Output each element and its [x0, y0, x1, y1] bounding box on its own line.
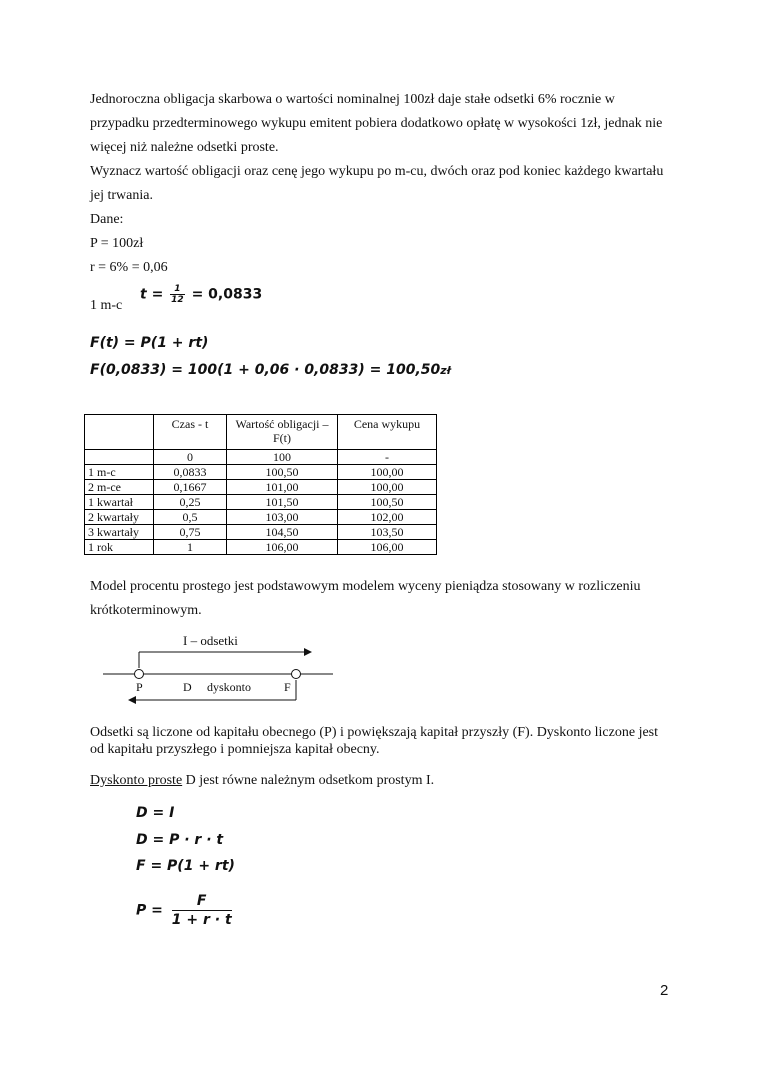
task-line-2: jej trwania.	[90, 188, 153, 203]
t-formula-rhs: = 0,0833	[186, 286, 263, 303]
eq-future-value: F = P(1 + rt)	[136, 858, 235, 874]
present-value-numerator: F	[172, 893, 232, 911]
given-heading: Dane:	[90, 212, 124, 227]
model-line-2: krótkoterminowym.	[90, 603, 202, 618]
table-header-cell: Wartość obligacji – F(t)	[227, 415, 338, 450]
table-header-cell: Cena wykupu	[338, 415, 437, 450]
table-cell: 0	[154, 450, 227, 465]
table-header-cell: Czas - t	[154, 415, 227, 450]
label-dyskonto: dyskonto	[207, 680, 252, 694]
discount-definition	[90, 773, 434, 789]
table-cell	[85, 450, 154, 465]
table-cell: 3 kwartały	[85, 525, 154, 540]
diagram-label-interest: I – odsetki	[183, 633, 238, 648]
table-cell: 2 kwartały	[85, 510, 154, 525]
eq-present-value-lhs: P =	[136, 902, 168, 919]
model-line-1: Model procentu prostego jest podstawowym modelem wyceny pieniądza stosowany w rozliczeniu	[90, 579, 641, 594]
table-row	[85, 540, 437, 555]
explanation-line-1: Odsetki są liczone od kapitału obecnego (P) i powiększają kapitał przyszły (F). Dyskonto liczone jest	[90, 725, 659, 740]
given-r: r = 6% = 0,06	[90, 260, 168, 275]
table-cell: 106,00	[338, 540, 437, 555]
simple-interest-formula: F(t) = P(1 + rt)	[90, 335, 209, 351]
value-calculation-expr: F(0,0833) = 100(1 + 0,06 · 0,0833) = 100,50	[90, 362, 441, 378]
t-formula-lhs: t =	[140, 286, 169, 303]
table-cell: 102,00	[338, 510, 437, 525]
task-line-1: Wyznacz wartość obligacji oraz cenę jego wykupu po m-cu, dwóch oraz pod koniec każdego kwartału	[90, 164, 664, 179]
table-cell: 103,50	[338, 525, 437, 540]
discount-definition-rest: D jest równe należnym odsetkom prostym I.	[182, 773, 435, 788]
value-calculation-unit: zł	[440, 364, 451, 377]
t-formula	[140, 284, 262, 305]
table-cell: 0,5	[154, 510, 227, 525]
table-cell: 100	[227, 450, 338, 465]
table-cell: 100,50	[227, 465, 338, 480]
table-cell: 104,50	[227, 525, 338, 540]
table-cell: 0,25	[154, 495, 227, 510]
table-cell: 101,50	[227, 495, 338, 510]
table-row	[85, 450, 437, 465]
problem-line-3: więcej niż należne odsetki proste.	[90, 140, 279, 155]
problem-line-2: przypadku przedterminowego wykupu emitent pobiera dodatkowo opłatę w wysokości 1zł, jednak nie	[90, 116, 663, 131]
interest-discount-diagram	[95, 628, 345, 708]
label-p: P	[136, 680, 143, 694]
value-calculation	[90, 362, 451, 378]
page-number: 2	[660, 982, 669, 999]
table-row	[85, 465, 437, 480]
t-numerator: 1	[170, 284, 185, 295]
table-row	[85, 510, 437, 525]
t-fraction	[170, 284, 185, 305]
label-d: D	[183, 680, 192, 694]
label-f: F	[284, 680, 291, 694]
table-cell: -	[338, 450, 437, 465]
t-denominator: 12	[171, 295, 184, 305]
point-p-marker	[135, 670, 144, 679]
table-cell: 1	[154, 540, 227, 555]
explanation-line-2: od kapitału przyszłego i pomniejsza kapitał obecny.	[90, 742, 380, 757]
table-header-row	[85, 415, 437, 450]
table-row	[85, 495, 437, 510]
given-month: 1 m-c	[90, 298, 123, 313]
table-cell: 100,00	[338, 480, 437, 495]
given-p: P = 100zł	[90, 236, 144, 251]
table-cell: 106,00	[227, 540, 338, 555]
table-row	[85, 525, 437, 540]
table-cell: 1 rok	[85, 540, 154, 555]
table-cell: 101,00	[227, 480, 338, 495]
table-header-cell	[85, 415, 154, 450]
eq-discount-formula: D = P · r · t	[136, 832, 224, 848]
table-cell: 1 kwartał	[85, 495, 154, 510]
table-cell: 2 m-ce	[85, 480, 154, 495]
eq-present-value	[136, 893, 232, 928]
present-value-denominator: 1 + r · t	[171, 912, 232, 928]
table-cell: 0,75	[154, 525, 227, 540]
table-cell: 1 m-c	[85, 465, 154, 480]
table-cell: 103,00	[227, 510, 338, 525]
eq-d-equals-i: D = I	[136, 805, 175, 821]
bond-table	[84, 414, 437, 555]
table-cell: 0,0833	[154, 465, 227, 480]
present-value-fraction	[172, 893, 232, 928]
problem-line-1: Jednoroczna obligacja skarbowa o wartości nominalnej 100zł daje stałe odsetki 6% rocznie w	[90, 92, 615, 107]
point-f-marker	[292, 670, 301, 679]
table-cell: 0,1667	[154, 480, 227, 495]
table-row	[85, 480, 437, 495]
table-cell: 100,50	[338, 495, 437, 510]
table-cell: 100,00	[338, 465, 437, 480]
discount-term: Dyskonto proste	[90, 773, 183, 788]
